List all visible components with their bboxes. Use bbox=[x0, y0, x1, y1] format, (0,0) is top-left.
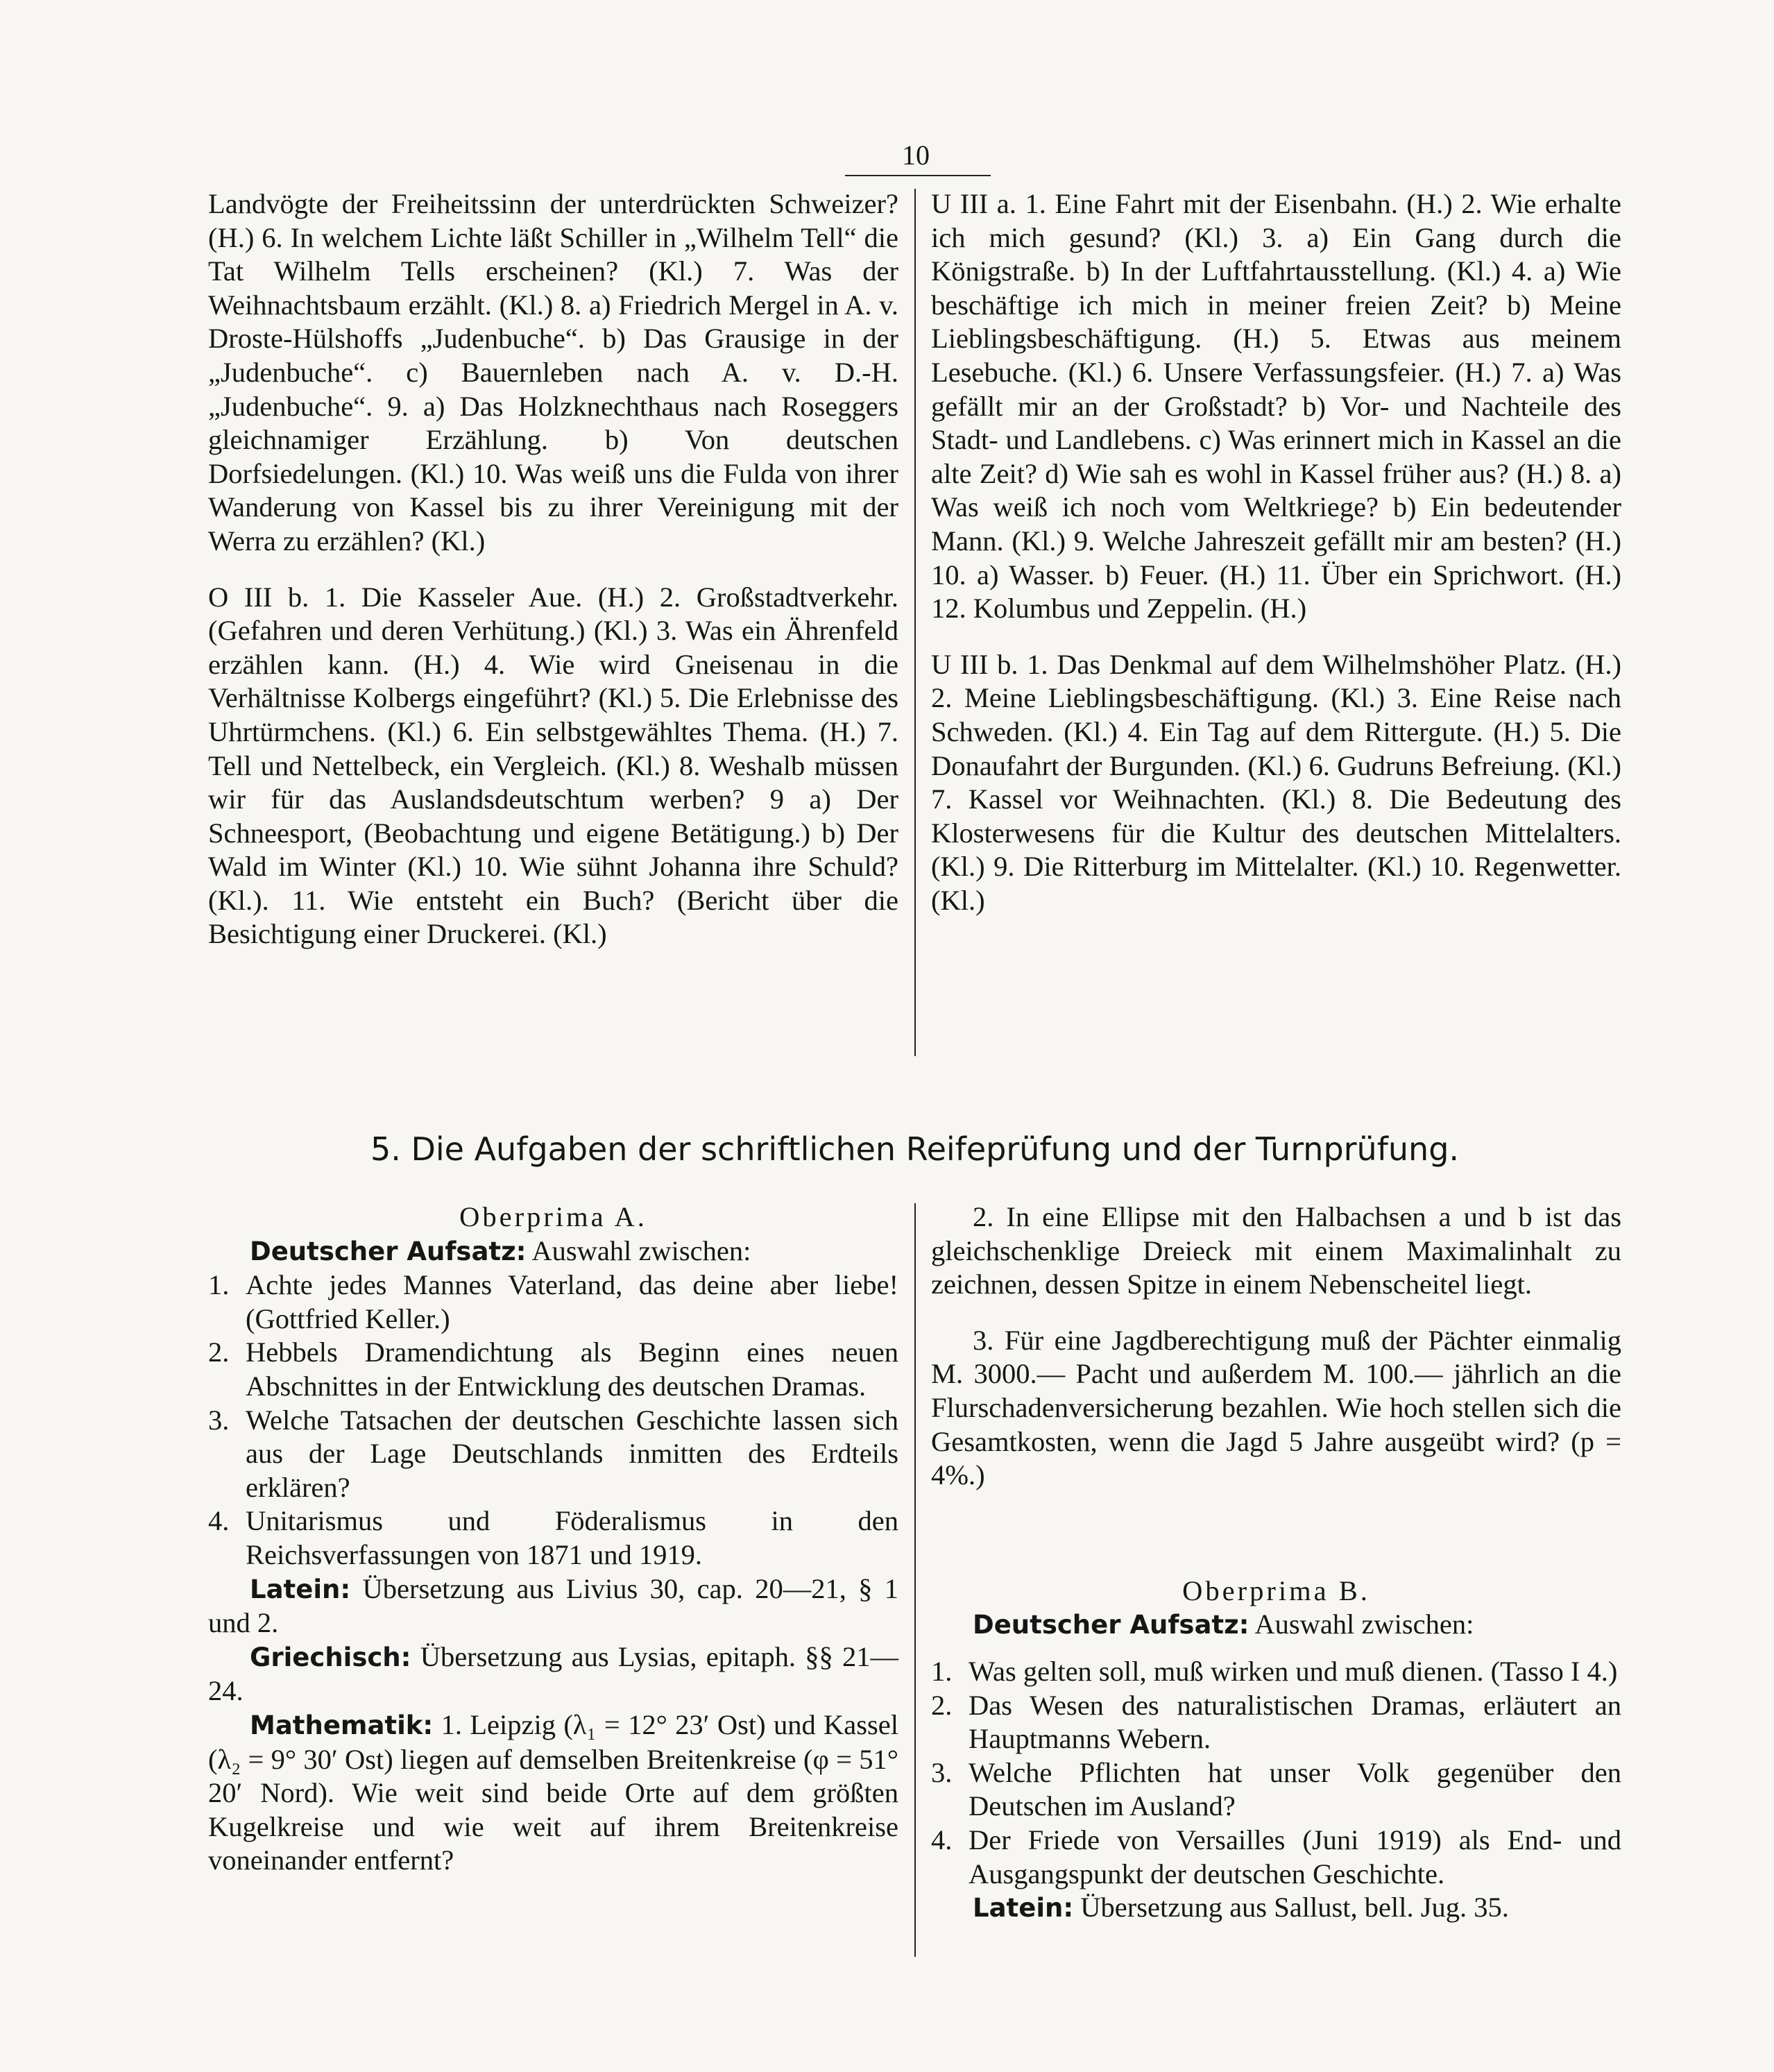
aufsatz-label: Deutscher Aufsatz: bbox=[250, 1236, 527, 1266]
item-text: Der Friede von Versailles (Juni 1919) als End- und Ausgangspunkt der deutschen Geschichte. bbox=[969, 1824, 1621, 1890]
list-item bbox=[208, 1404, 898, 1505]
griechisch-line bbox=[208, 1640, 898, 1708]
item-text: Hebbels Dramendichtung als Beginn eines neuen Abschnittes in der Entwicklung des deutschen Dramas. bbox=[246, 1336, 898, 1402]
aufsatz-text: Auswahl zwischen: bbox=[1254, 1608, 1474, 1640]
item-number: 1. bbox=[208, 1269, 230, 1301]
item-text: Welche Pflichten hat unser Volk gegenüber den Deutschen im Ausland? bbox=[969, 1756, 1621, 1822]
griechisch-text: Übersetzung aus Lysias, epitaph. §§ 21—24. bbox=[208, 1640, 899, 1707]
item-text: Was gelten soll, muß wirken und muß dienen. (Tasso I 4.) bbox=[969, 1655, 1618, 1687]
item-number: 4. bbox=[208, 1505, 230, 1537]
list-item bbox=[208, 1268, 898, 1336]
mathematik-text: 1. Leipzig (λ₁ = 12° 23′ Ost) und Kassel (λ₂ = 9° 30′ Ost) liegen auf demselben Breitenkreise (φ = 51° 20′ Nord). Wie weit sind beide Orte auf dem größten Kugelkreise und wie weit auf ihrem Breitenkreise voneinander entfernt? bbox=[208, 1708, 899, 1876]
class-uiiib-topics: U III b. 1. Das Denkmal auf dem Wilhelmshöher Platz. (H.) 2. Meine Lieblingsbeschäftigung. (Kl.) 3. Eine Reise nach Schweden. (Kl.) 4. Ein Tag auf dem Rittergute. (H.) 5. Die Donaufahrt der Burgunden. (Kl.) 6. Gudruns Befreiung. (Kl.) 7. Kassel vor Weihnachten. (Kl.) 8. Die Bedeutung des Klosterwesens für die Kultur des deutschen Mittelalters. (Kl.) 9. Die Ritterburg im Mittelalter. (Kl.) 10. Regenwetter. (Kl.) bbox=[931, 648, 1621, 916]
list-item bbox=[208, 1336, 898, 1403]
list-item bbox=[208, 1504, 898, 1572]
upper-right-column bbox=[931, 187, 1621, 917]
lower-right-column bbox=[931, 1200, 1621, 1926]
aufsatz-topics-a bbox=[208, 1268, 898, 1572]
aufsatz-label: Deutscher Aufsatz: bbox=[973, 1610, 1250, 1640]
item-text: Achte jedes Mannes Vaterland, das deine aber liebe! (Gottfried Keller.) bbox=[246, 1269, 898, 1334]
item-number: 2. bbox=[931, 1689, 953, 1721]
item-text: Unitarismus und Föderalismus in den Reichsverfassungen von 1871 und 1919. bbox=[246, 1505, 898, 1570]
page-number-rule bbox=[845, 175, 991, 176]
item-number: 2. bbox=[208, 1336, 230, 1368]
upper-left-column bbox=[208, 187, 898, 951]
column-divider-lower bbox=[914, 1203, 916, 1957]
item-text: Welche Tatsachen der deutschen Geschichte lassen sich aus der Lage Deutschlands inmitten des Erdteils erklären? bbox=[246, 1404, 898, 1503]
oberprima-b-heading: Oberprima B. bbox=[1182, 1574, 1370, 1606]
list-item bbox=[931, 1756, 1621, 1824]
list-item bbox=[931, 1689, 1621, 1756]
upper-left-paragraph-1: Landvögte der Freiheitssinn der unterdrückten Schweizer? (H.) 6. In welchem Lichte läßt Schiller in „Wilhelm Tell“ die Tat Wilhelm Tells erscheinen? (Kl.) 7. Was der Weihnachtsbaum erzählt. (Kl.) 8. a) Friedrich Mergel in A. v. Droste-Hülshoffs „Judenbuche“. b) Das Grausige in der „Judenbuche“. c) Bauernleben nach A. v. D.-H. „Judenbuche“. 9. a) Das Holzknechthaus nach Roseggers gleichnamiger Erzählung. b) Von deutschen Dorfsiedelungen. (Kl.) 10. Was weiß uns die Fulda von ihrer Wanderung von Kassel bis zu ihrer Vereinigung mit der Werra zu erzählen? (Kl.) bbox=[208, 188, 898, 557]
section-heading: 5. Die Aufgaben der schriftlichen Reifeprüfung und der Turnprüfung. bbox=[370, 1130, 1460, 1168]
item-number: 3. bbox=[931, 1756, 953, 1788]
class-uiiia-topics: U III a. 1. Eine Fahrt mit der Eisenbahn. (H.) 2. Wie erhalte ich mich gesund? (Kl.) 3. a) Ein Gang durch die Königstraße. b) In der Luftfahrtausstellung. (Kl.) 4. a) Wie beschäftige ich mich in meiner freien Zeit? b) Meine Lieblingsbeschäftigung. (H.) 5. Etwas aus meinem Lesebuche. (Kl.) 6. Unsere Verfassungsfeier. (H.) 7. a) Was gefällt mir an der Großstadt? b) Vor- und Nachteile des Stadt- und Landlebens. c) Was erinnert mich in Kassel an die alte Zeit? d) Wie sah es wohl in Kassel früher aus? (H.) 8. a) Was weiß ich noch vom Weltkriege? b) Ein bedeutender Mann. (Kl.) 9. Welche Jahreszeit gefällt mir am besten? (H.) 10. a) Wasser. b) Feuer. (H.) 11. Über ein Sprichwort. (H.) 12. Kolumbus und Zeppelin. (H.) bbox=[931, 188, 1621, 625]
aufsatz-topics-b bbox=[931, 1655, 1621, 1891]
lower-left-column bbox=[208, 1200, 898, 1878]
aufsatz-text: Auswahl zwischen: bbox=[531, 1234, 751, 1266]
latein-line-a bbox=[208, 1572, 898, 1640]
latein-label: Latein: bbox=[250, 1574, 351, 1604]
item-number: 4. bbox=[931, 1824, 953, 1856]
list-item bbox=[931, 1824, 1621, 1891]
oberprima-a-heading: Oberprima A. bbox=[459, 1201, 647, 1232]
list-item bbox=[931, 1655, 1621, 1689]
math-task-2: 2. In eine Ellipse mit den Halbachsen a und b ist das gleichschenklige Dreieck mit einem Maximalinhalt zu zeichnen, dessen Spitze in einem Nebenscheitel liegt. bbox=[931, 1201, 1621, 1300]
latein-line-b bbox=[931, 1891, 1621, 1926]
item-number: 3. bbox=[208, 1404, 230, 1436]
column-divider-upper bbox=[914, 189, 916, 1056]
mathematik-label: Mathematik: bbox=[250, 1710, 434, 1740]
item-text: Das Wesen des naturalistischen Dramas, erläutert an Hauptmanns Webern. bbox=[969, 1689, 1621, 1755]
mathematik-line bbox=[208, 1708, 898, 1878]
math-task-3: 3. Für eine Jagdberechtigung muß der Pächter einmalig M. 3000.— Pacht und außerdem M. 100.— jährlich an die Flurschadenversicherung bezahlen. Wie hoch stellen sich die Gesamtkosten, wenn die Jagd 5 Jahre ausgeübt wird? (p = 4%.) bbox=[931, 1324, 1621, 1491]
griechisch-label: Griechisch: bbox=[250, 1642, 411, 1672]
item-number: 1. bbox=[931, 1655, 953, 1687]
aufsatz-line-a bbox=[208, 1234, 898, 1269]
latein-label: Latein: bbox=[973, 1893, 1074, 1924]
latein-text: Übersetzung aus Sallust, bell. Jug. 35. bbox=[1080, 1892, 1509, 1924]
page-number: 10 bbox=[902, 139, 930, 171]
latein-text: Übersetzung aus Livius 30, cap. 20—21, § 1 und 2. bbox=[208, 1572, 898, 1639]
class-oiiib-topics: O III b. 1. Die Kasseler Aue. (H.) 2. Großstadtverkehr. (Gefahren und deren Verhütung.) (Kl.) 3. Was ein Ährenfeld erzählen kann. (H.) 4. Wie wird Gneisenau in die Verhältnisse Kolbergs eingeführt? (Kl.) 5. Die Erlebnisse des Uhrtürmchens. (Kl.) 6. Ein selbstgewähltes Thema. (H.) 7. Tell und Nettelbeck, ein Vergleich. (Kl.) 8. Weshalb müssen wir für das Auslandsdeutschtum werben? 9 a) Der Schneesport, (Beobachtung und eigene Betätigung.) b) Der Wald im Winter (Kl.) 10. Wie sühnt Johanna ihre Schuld? (Kl.). 11. Wie entsteht ein Buch? (Bericht über die Besichtigung einer Druckerei. (Kl.) bbox=[208, 581, 898, 950]
aufsatz-line-b bbox=[931, 1608, 1621, 1642]
